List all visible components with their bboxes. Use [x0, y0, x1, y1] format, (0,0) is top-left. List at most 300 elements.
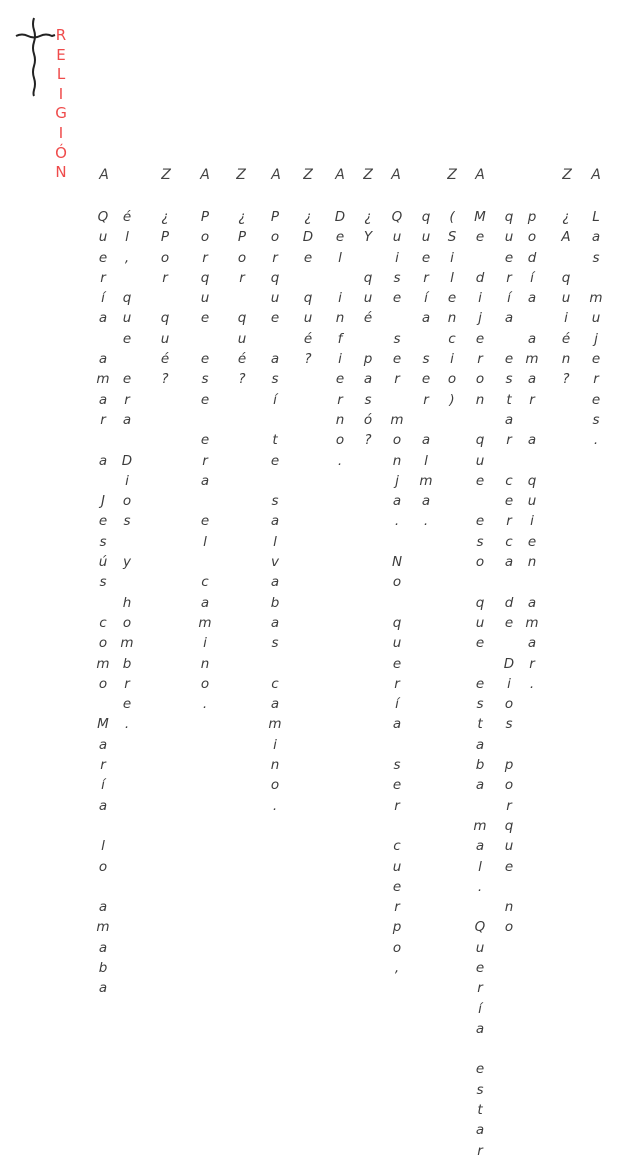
poem-character: u: [527, 493, 537, 510]
poem-character: é: [303, 330, 313, 347]
poem-character: i: [273, 736, 277, 753]
poem-character: e: [591, 351, 601, 368]
poem-character: s: [393, 269, 401, 286]
poem-character: é: [561, 330, 571, 347]
poem-character: e: [270, 452, 280, 469]
speaker-label: A: [591, 167, 601, 183]
poem-column: [361, 207, 375, 451]
poem-character: ,: [124, 249, 130, 266]
poem-character: s: [201, 371, 209, 388]
poem-character: r: [593, 371, 599, 388]
poem-character: i: [450, 249, 454, 266]
poem-character: d: [504, 594, 514, 611]
poem-character: q: [122, 290, 132, 307]
poem-character: a: [475, 736, 485, 753]
poem-column: [120, 207, 134, 735]
poem-character: [120, 349, 134, 369]
poem-character: ?: [364, 432, 372, 449]
poem-character: o: [98, 858, 108, 875]
poem-character: e: [392, 351, 402, 368]
poem-character: r: [100, 757, 106, 774]
poem-character: o: [504, 777, 514, 794]
poem-character: .: [337, 452, 343, 469]
poem-character: [198, 410, 212, 430]
poem-column: [96, 207, 110, 999]
poem-character: s: [476, 1081, 484, 1098]
poem-character: o: [527, 229, 537, 246]
poem-character: í: [101, 777, 105, 794]
poem-character: u: [475, 939, 485, 956]
poem-character: s: [505, 716, 513, 733]
poem-character: e: [200, 432, 210, 449]
poem-character: l: [338, 249, 342, 266]
poem-character: D: [121, 452, 133, 469]
poem-column: [419, 207, 433, 532]
poem-character: m: [120, 635, 134, 652]
speaker-label: A: [335, 167, 345, 183]
poem-character: u: [504, 229, 514, 246]
title-letter: E: [56, 45, 66, 64]
poem-character: r: [202, 249, 208, 266]
poem-character: [502, 877, 516, 897]
poem-character: b: [98, 959, 108, 976]
poem-character: [96, 877, 110, 897]
poem-character: o: [200, 229, 210, 246]
poem-character: h: [122, 594, 132, 611]
poem-character: n: [335, 411, 345, 428]
poem-character: í: [101, 290, 105, 307]
poem-character: a: [504, 411, 514, 428]
poem-character: e: [475, 330, 485, 347]
poem-character: c: [393, 838, 401, 855]
poem-character: ¿: [562, 209, 570, 225]
poem-character: q: [504, 209, 514, 225]
poem-character: i: [125, 472, 129, 489]
poem-character: u: [392, 635, 402, 652]
poem-character: s: [592, 411, 600, 428]
speaker-label: Z: [447, 167, 457, 183]
poem-character: [333, 268, 347, 288]
cross-icon: [14, 14, 56, 100]
poem-character: [120, 430, 134, 450]
poem-character: í: [273, 391, 277, 408]
poem-character: [198, 552, 212, 572]
poem-character: S: [447, 229, 457, 246]
poem-character: a: [392, 493, 402, 510]
poem-character: [96, 593, 110, 613]
poem-character: u: [561, 290, 571, 307]
poem-character: ): [449, 391, 455, 408]
poem-character: ?: [304, 351, 312, 368]
poem-character: o: [447, 371, 457, 388]
poem-character: s: [99, 574, 107, 591]
poem-character: o: [122, 493, 132, 510]
poem-character: e: [200, 310, 210, 327]
poem-character: r: [239, 269, 245, 286]
poem-character: í: [478, 1000, 482, 1017]
poem-character: m: [198, 614, 212, 631]
poem-character: M: [97, 716, 109, 733]
poem-character: a: [200, 594, 210, 611]
poem-character: a: [504, 554, 514, 571]
poem-character: [96, 430, 110, 450]
poem-character: s: [422, 351, 430, 368]
poem-character: [390, 532, 404, 552]
poem-character: n: [200, 655, 210, 672]
poem-character: r: [124, 675, 130, 692]
title-letter: Ó: [55, 143, 67, 162]
poem-character: t: [506, 391, 512, 408]
poem-character: e: [527, 533, 537, 550]
poem-character: l: [478, 858, 482, 875]
poem-character: q: [392, 614, 402, 631]
poem-character: a: [270, 351, 280, 368]
poem-character: [158, 288, 172, 308]
poem-character: y: [123, 554, 131, 571]
poem-character: s: [123, 513, 131, 530]
poem-character: q: [363, 269, 373, 286]
poem-character: [473, 491, 487, 511]
poem-character: e: [475, 229, 485, 246]
poem-character: P: [237, 229, 247, 246]
poem-character: l: [101, 838, 105, 855]
poem-character: a: [421, 310, 431, 327]
poem-character: [120, 532, 134, 552]
poem-character: q: [200, 269, 210, 286]
poem-character: N: [391, 554, 403, 571]
poem-character: a: [475, 838, 485, 855]
poem-character: m: [96, 919, 110, 936]
poem-character: m: [525, 351, 539, 368]
poem-character: l: [203, 533, 207, 550]
poem-character: o: [160, 249, 170, 266]
title-letter: I: [58, 123, 64, 142]
poem-character: e: [392, 878, 402, 895]
poem-character: e: [504, 351, 514, 368]
poem-character: e: [475, 959, 485, 976]
poem-character: m: [473, 817, 487, 834]
poem-character: o: [392, 574, 402, 591]
poem-character: u: [591, 310, 601, 327]
poem-character: u: [392, 229, 402, 246]
poem-character: .: [394, 513, 400, 530]
poem-character: o: [475, 371, 485, 388]
poem-character: r: [506, 432, 512, 449]
poem-character: q: [504, 817, 514, 834]
poem-character: s: [393, 330, 401, 347]
poem-character: i: [478, 290, 482, 307]
poem-character: q: [421, 209, 431, 225]
poem-character: f: [337, 330, 343, 347]
poem-character: s: [592, 249, 600, 266]
poem-character: [473, 572, 487, 592]
poem-character: s: [271, 635, 279, 652]
poem-character: o: [270, 229, 280, 246]
poem-character: Q: [474, 919, 486, 936]
poem-character: e: [475, 635, 485, 652]
poem-character: o: [475, 554, 485, 571]
poem-character: [559, 248, 573, 268]
poem-character: a: [98, 391, 108, 408]
poem-character: a: [98, 736, 108, 753]
poem-character: [525, 451, 539, 471]
poem-character: a: [270, 513, 280, 530]
poem-character: [502, 329, 516, 349]
poem-character: e: [475, 675, 485, 692]
poem-character: i: [450, 351, 454, 368]
poem-character: .: [202, 696, 208, 713]
speaker-label: Z: [562, 167, 572, 183]
poem-character: D: [302, 229, 314, 246]
poem-character: q: [237, 310, 247, 327]
poem-character: [589, 268, 603, 288]
poem-character: [96, 329, 110, 349]
poem-character: o: [98, 635, 108, 652]
speaker-label: A: [200, 167, 210, 183]
poem-character: r: [477, 351, 483, 368]
poem-character: [473, 410, 487, 430]
poem-character: ,: [394, 959, 400, 976]
poem-character: e: [122, 696, 132, 713]
speaker-label: A: [271, 167, 281, 183]
poem-character: u: [303, 310, 313, 327]
title-letter: I: [58, 84, 64, 103]
poem-character: u: [237, 330, 247, 347]
poem-character: o: [392, 432, 402, 449]
poem-character: .: [477, 878, 483, 895]
poem-character: u: [421, 229, 431, 246]
speaker-label: Z: [303, 167, 313, 183]
poem-character: e: [98, 513, 108, 530]
poem-character: o: [392, 939, 402, 956]
poem-character: o: [200, 675, 210, 692]
poem-character: m: [268, 716, 282, 733]
poem-character: e: [504, 249, 514, 266]
poem-character: [390, 816, 404, 836]
poem-character: [525, 410, 539, 430]
poem-character: í: [395, 696, 399, 713]
poem-character: b: [270, 594, 280, 611]
poem-character: [96, 816, 110, 836]
poem-character: [502, 633, 516, 653]
poem-character: n: [504, 899, 514, 916]
poem-character: [390, 593, 404, 613]
poem-character: a: [475, 1122, 485, 1139]
poem-character: a: [122, 411, 132, 428]
poem-character: m: [390, 411, 404, 428]
poem-character: a: [270, 574, 280, 591]
poem-character: n: [527, 554, 537, 571]
poem-character: r: [506, 797, 512, 814]
poem-character: .: [124, 716, 130, 733]
poem-character: [361, 329, 375, 349]
poem-character: J: [101, 493, 105, 510]
poem-character: a: [392, 716, 402, 733]
poem-character: L: [592, 209, 600, 225]
poem-column: [158, 207, 172, 390]
poem-character: a: [475, 777, 485, 794]
poem-character: r: [272, 249, 278, 266]
poem-character: a: [270, 696, 280, 713]
poem-character: l: [450, 269, 454, 286]
poem-character: [473, 1039, 487, 1059]
poem-character: r: [529, 391, 535, 408]
poem-character: i: [338, 290, 342, 307]
poem-character: a: [98, 452, 108, 469]
poem-character: s: [271, 493, 279, 510]
poem-character: a: [98, 351, 108, 368]
poem-character: p: [527, 209, 537, 225]
poem-character: [502, 572, 516, 592]
poem-character: a: [421, 432, 431, 449]
poem-character: í: [507, 290, 511, 307]
poem-character: .: [423, 513, 429, 530]
poem-character: e: [475, 1061, 485, 1078]
speaker-label: Z: [236, 167, 246, 183]
poem-character: e: [392, 777, 402, 794]
poem-character: m: [419, 472, 433, 489]
poem-character: ú: [98, 554, 108, 571]
poem-character: a: [270, 614, 280, 631]
poem-character: s: [271, 371, 279, 388]
poem-character: u: [504, 838, 514, 855]
poem-character: .: [593, 432, 599, 449]
poem-character: r: [506, 269, 512, 286]
poem-character: n: [392, 452, 402, 469]
poem-character: [96, 694, 110, 714]
poem-character: r: [506, 513, 512, 530]
poem-character: (: [449, 209, 455, 225]
poem-character: p: [504, 757, 514, 774]
page-title: [55, 26, 67, 183]
poem-character: u: [270, 290, 280, 307]
poem-character: [502, 735, 516, 755]
poem-character: j: [478, 310, 482, 327]
poem-column: [333, 207, 347, 471]
poem-character: e: [122, 371, 132, 388]
poem-character: é: [237, 351, 247, 368]
poem-character: o: [504, 919, 514, 936]
poem-character: c: [448, 330, 456, 347]
poem-character: í: [424, 290, 428, 307]
poem-character: v: [271, 554, 279, 571]
poem-character: D: [334, 209, 346, 225]
speaker-label: Z: [161, 167, 171, 183]
poem-character: q: [561, 269, 571, 286]
poem-character: r: [394, 797, 400, 814]
speaker-label: Z: [363, 167, 373, 183]
poem-character: a: [527, 330, 537, 347]
poem-character: [390, 390, 404, 410]
poem-character: [96, 471, 110, 491]
poem-character: s: [364, 391, 372, 408]
poem-character: r: [394, 371, 400, 388]
poem-character: e: [504, 493, 514, 510]
poem-character: a: [475, 1020, 485, 1037]
poem-character: e: [200, 351, 210, 368]
poem-character: é: [122, 209, 132, 225]
poem-character: ?: [562, 371, 570, 388]
poem-character: o: [335, 432, 345, 449]
poem-character: [198, 491, 212, 511]
title-letter: R: [55, 26, 67, 44]
poem-character: a: [527, 594, 537, 611]
poem-character: q: [160, 310, 170, 327]
poem-character: s: [476, 533, 484, 550]
poem-character: a: [591, 229, 601, 246]
poem-column: [301, 207, 315, 369]
poem-character: P: [160, 229, 170, 246]
poem-character: [268, 654, 282, 674]
poem-column: [502, 207, 516, 938]
poem-character: i: [564, 310, 568, 327]
poem-character: a: [98, 310, 108, 327]
poem-character: [473, 654, 487, 674]
poem-character: j: [594, 330, 598, 347]
poem-character: í: [530, 269, 534, 286]
poem-character: M: [474, 209, 486, 225]
poem-character: i: [395, 249, 399, 266]
poem-character: r: [100, 411, 106, 428]
poem-character: o: [237, 249, 247, 266]
poem-character: Y: [363, 229, 373, 246]
poem-character: e: [270, 310, 280, 327]
poem-character: s: [476, 696, 484, 713]
title-letter: N: [55, 163, 67, 182]
poem-character: t: [272, 432, 278, 449]
poem-character: p: [363, 351, 373, 368]
poem-character: r: [394, 899, 400, 916]
poem-character: u: [475, 452, 485, 469]
poem-character: r: [337, 391, 343, 408]
poem-character: a: [527, 432, 537, 449]
poem-character: u: [475, 614, 485, 631]
poem-column: [198, 207, 212, 714]
poem-character: q: [475, 432, 485, 449]
poem-column: [390, 207, 404, 978]
poem-character: [268, 410, 282, 430]
poem-character: l: [424, 452, 428, 469]
speaker-label: A: [391, 167, 401, 183]
title-letter: L: [56, 65, 66, 84]
poem-column: [445, 207, 459, 410]
poem-character: o: [504, 696, 514, 713]
poem-character: q: [527, 472, 537, 489]
poem-character: q: [475, 594, 485, 611]
poem-column: [473, 207, 487, 1161]
poem-character: ¿: [238, 209, 246, 225]
speaker-label: A: [475, 167, 485, 183]
poem-character: u: [122, 310, 132, 327]
poem-character: c: [99, 614, 107, 631]
title-letter: G: [55, 104, 67, 123]
poem-character: P: [270, 209, 280, 225]
poem-character: a: [504, 310, 514, 327]
poem-character: A: [561, 229, 571, 246]
poem-character: [235, 288, 249, 308]
poem-character: p: [392, 919, 402, 936]
poem-character: n: [561, 351, 571, 368]
poem-character: i: [530, 513, 534, 530]
poem-character: ?: [161, 371, 169, 388]
poem-character: d: [527, 249, 537, 266]
poem-character: r: [477, 1142, 483, 1159]
poem-character: m: [589, 290, 603, 307]
poem-character: [419, 329, 433, 349]
poem-character: [502, 451, 516, 471]
poem-character: m: [96, 655, 110, 672]
poem-character: é: [363, 310, 373, 327]
